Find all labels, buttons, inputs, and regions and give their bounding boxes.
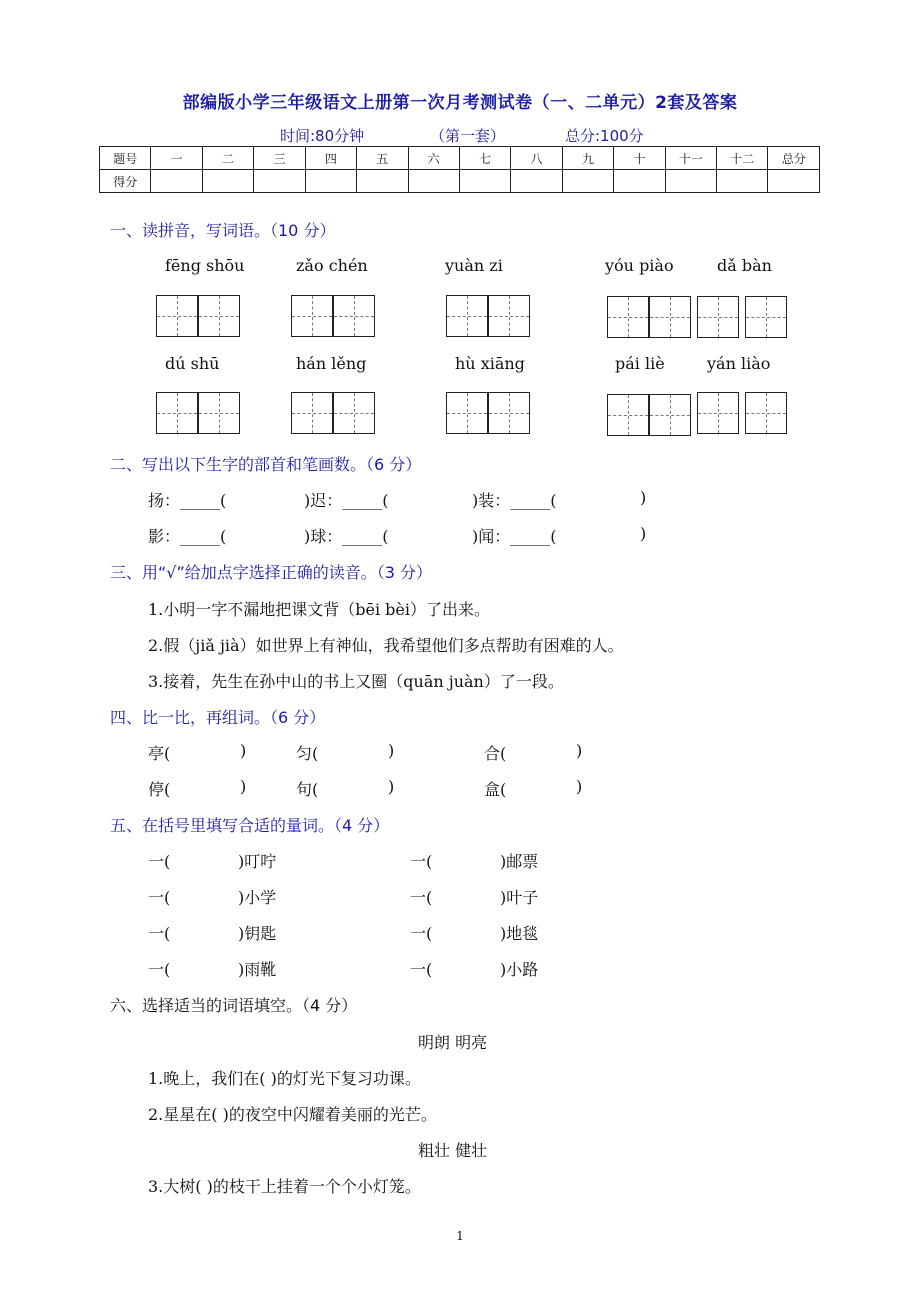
score-cell[interactable] [511, 170, 562, 193]
exam-set: （第一套） [430, 127, 506, 145]
exam-total: 总分:100分 [565, 127, 644, 145]
pinyin-prompt: fēng shōu [165, 256, 245, 275]
writing-grid-box[interactable] [198, 392, 240, 434]
compare-item[interactable]: 句( [296, 780, 319, 799]
pinyin-prompt: yóu piào [605, 256, 674, 275]
pronunciation-question[interactable]: 3.接着，先生在孙中山的书上又圈（quān juàn）了一段。 [148, 672, 564, 691]
page-title: 部编版小学三年级语文上册第一次月考测试卷（一、二单元）2套及答案 [182, 93, 738, 113]
writing-grid-box[interactable] [607, 394, 649, 436]
score-header-cell: 三 [254, 147, 305, 170]
section-5-heading: 五、在括号里填写合适的量词。（4 分） [110, 816, 390, 835]
writing-grid-box[interactable] [156, 392, 198, 434]
radical-item[interactable]: )装：_____( [472, 491, 557, 510]
score-header-cell: 二 [202, 147, 253, 170]
measure-word-item[interactable]: 一( [410, 960, 433, 979]
radical-item[interactable]: 扬：_____( [148, 491, 227, 510]
measure-word-noun: )小学 [238, 888, 277, 907]
score-cell[interactable] [459, 170, 510, 193]
radical-item: ) [640, 488, 647, 507]
score-header-cell: 题号 [100, 147, 151, 170]
writing-grid-box[interactable] [156, 295, 198, 337]
score-cell[interactable] [254, 170, 305, 193]
measure-word-item[interactable]: 一( [410, 852, 433, 871]
score-header-cell: 十二 [717, 147, 768, 170]
writing-grid-box[interactable] [745, 296, 787, 338]
score-row-label: 得分 [100, 170, 151, 193]
radical-item[interactable]: )迟：_____( [304, 491, 389, 510]
section-1-heading: 一、读拼音，写词语。（10 分） [110, 221, 336, 240]
writing-grid-box[interactable] [333, 392, 375, 434]
compare-item-close: ) [240, 777, 247, 796]
measure-word-item[interactable]: 一( [410, 888, 433, 907]
score-header-cell: 五 [357, 147, 408, 170]
score-cell[interactable] [408, 170, 459, 193]
measure-word-noun: )地毯 [500, 924, 539, 943]
compare-item-close: ) [240, 741, 247, 760]
writing-grid-box[interactable] [446, 392, 488, 434]
score-cell[interactable] [768, 170, 820, 193]
writing-grid-box[interactable] [291, 392, 333, 434]
word-choices: 粗壮 健壮 [418, 1141, 488, 1160]
writing-grid-box[interactable] [697, 392, 739, 434]
measure-word-noun: )叮咛 [238, 852, 277, 871]
writing-grid-box[interactable] [291, 295, 333, 337]
writing-grid-box[interactable] [446, 295, 488, 337]
radical-item: ) [640, 524, 647, 543]
pronunciation-question[interactable]: 1.小明一字不漏地把课文背（bēi bèi）了出来。 [148, 600, 491, 619]
fill-blank-question[interactable]: 1.晚上，我们在( )的灯光下复习功课。 [148, 1069, 421, 1088]
writing-grid-box[interactable] [649, 296, 691, 338]
score-header-cell: 六 [408, 147, 459, 170]
pinyin-prompt: yuàn zi [445, 256, 503, 275]
compare-item[interactable]: 合( [484, 744, 507, 763]
pinyin-prompt: zǎo chén [296, 256, 368, 275]
score-header-cell: 十一 [665, 147, 716, 170]
score-cell[interactable] [614, 170, 665, 193]
radical-item[interactable]: 影：_____( [148, 527, 227, 546]
score-cell[interactable] [562, 170, 613, 193]
pinyin-prompt: pái liè [615, 354, 665, 373]
score-header-cell: 总分 [768, 147, 820, 170]
compare-item[interactable]: 停( [148, 780, 171, 799]
score-cell[interactable] [665, 170, 716, 193]
writing-grid-box[interactable] [333, 295, 375, 337]
measure-word-item[interactable]: 一( [148, 924, 171, 943]
measure-word-noun: )小路 [500, 960, 539, 979]
writing-grid-box[interactable] [745, 392, 787, 434]
score-header-cell: 四 [305, 147, 356, 170]
compare-item-close: ) [576, 741, 583, 760]
compare-item-close: ) [388, 777, 395, 796]
measure-word-item[interactable]: 一( [410, 924, 433, 943]
compare-item-close: ) [576, 777, 583, 796]
score-table-score-row [100, 170, 820, 193]
exam-time: 时间:80分钟 [280, 127, 365, 145]
section-3-heading: 三、用“√”给加点字选择正确的读音。（3 分） [110, 563, 433, 582]
measure-word-noun: )雨靴 [238, 960, 277, 979]
pinyin-prompt: dú shū [165, 354, 220, 373]
score-cell[interactable] [717, 170, 768, 193]
compare-item[interactable]: 匀( [296, 744, 319, 763]
compare-item-close: ) [388, 741, 395, 760]
writing-grid-box[interactable] [488, 295, 530, 337]
score-header-cell: 十 [614, 147, 665, 170]
score-header-cell: 八 [511, 147, 562, 170]
section-2-heading: 二、写出以下生字的部首和笔画数。（6 分） [110, 455, 422, 474]
fill-blank-question[interactable]: 3.大树( )的枝干上挂着一个个小灯笼。 [148, 1177, 421, 1196]
radical-item[interactable]: )球：_____( [304, 527, 389, 546]
score-header-cell: 九 [562, 147, 613, 170]
score-header-cell: 一 [151, 147, 202, 170]
section-6-heading: 六、选择适当的词语填空。（4 分） [110, 996, 358, 1015]
measure-word-item[interactable]: 一( [148, 852, 171, 871]
score-cell[interactable] [202, 170, 253, 193]
compare-item[interactable]: 亭( [148, 744, 171, 763]
word-choices: 明朗 明亮 [418, 1033, 488, 1052]
radical-item[interactable]: )闻：_____( [472, 527, 557, 546]
pinyin-prompt: yán liào [707, 354, 771, 373]
measure-word-noun: )叶子 [500, 888, 539, 907]
section-4-heading: 四、比一比，再组词。（6 分） [110, 708, 326, 727]
score-header-cell: 七 [459, 147, 510, 170]
pronunciation-question[interactable]: 2.假（jiǎ jià）如世界上有神仙，我希望他们多点帮助有困难的人。 [148, 636, 624, 655]
writing-grid-box[interactable] [198, 295, 240, 337]
pinyin-prompt: hù xiāng [455, 354, 525, 373]
writing-grid-box[interactable] [488, 392, 530, 434]
writing-grid-box[interactable] [649, 394, 691, 436]
pinyin-prompt: dǎ bàn [717, 256, 772, 275]
compare-item[interactable]: 盒( [484, 780, 507, 799]
score-table-header-row [100, 147, 820, 170]
score-cell[interactable] [151, 170, 202, 193]
score-table [99, 146, 820, 193]
measure-word-item[interactable]: 一( [148, 960, 171, 979]
measure-word-item[interactable]: 一( [148, 888, 171, 907]
writing-grid-box[interactable] [697, 296, 739, 338]
measure-word-noun: )邮票 [500, 852, 539, 871]
page-number: 1 [456, 1229, 464, 1243]
pinyin-prompt: hán lěng [296, 354, 367, 373]
score-cell[interactable] [305, 170, 356, 193]
writing-grid-box[interactable] [607, 296, 649, 338]
fill-blank-question[interactable]: 2.星星在( )的夜空中闪耀着美丽的光芒。 [148, 1105, 437, 1124]
measure-word-noun: )钥匙 [238, 924, 277, 943]
score-cell[interactable] [357, 170, 408, 193]
